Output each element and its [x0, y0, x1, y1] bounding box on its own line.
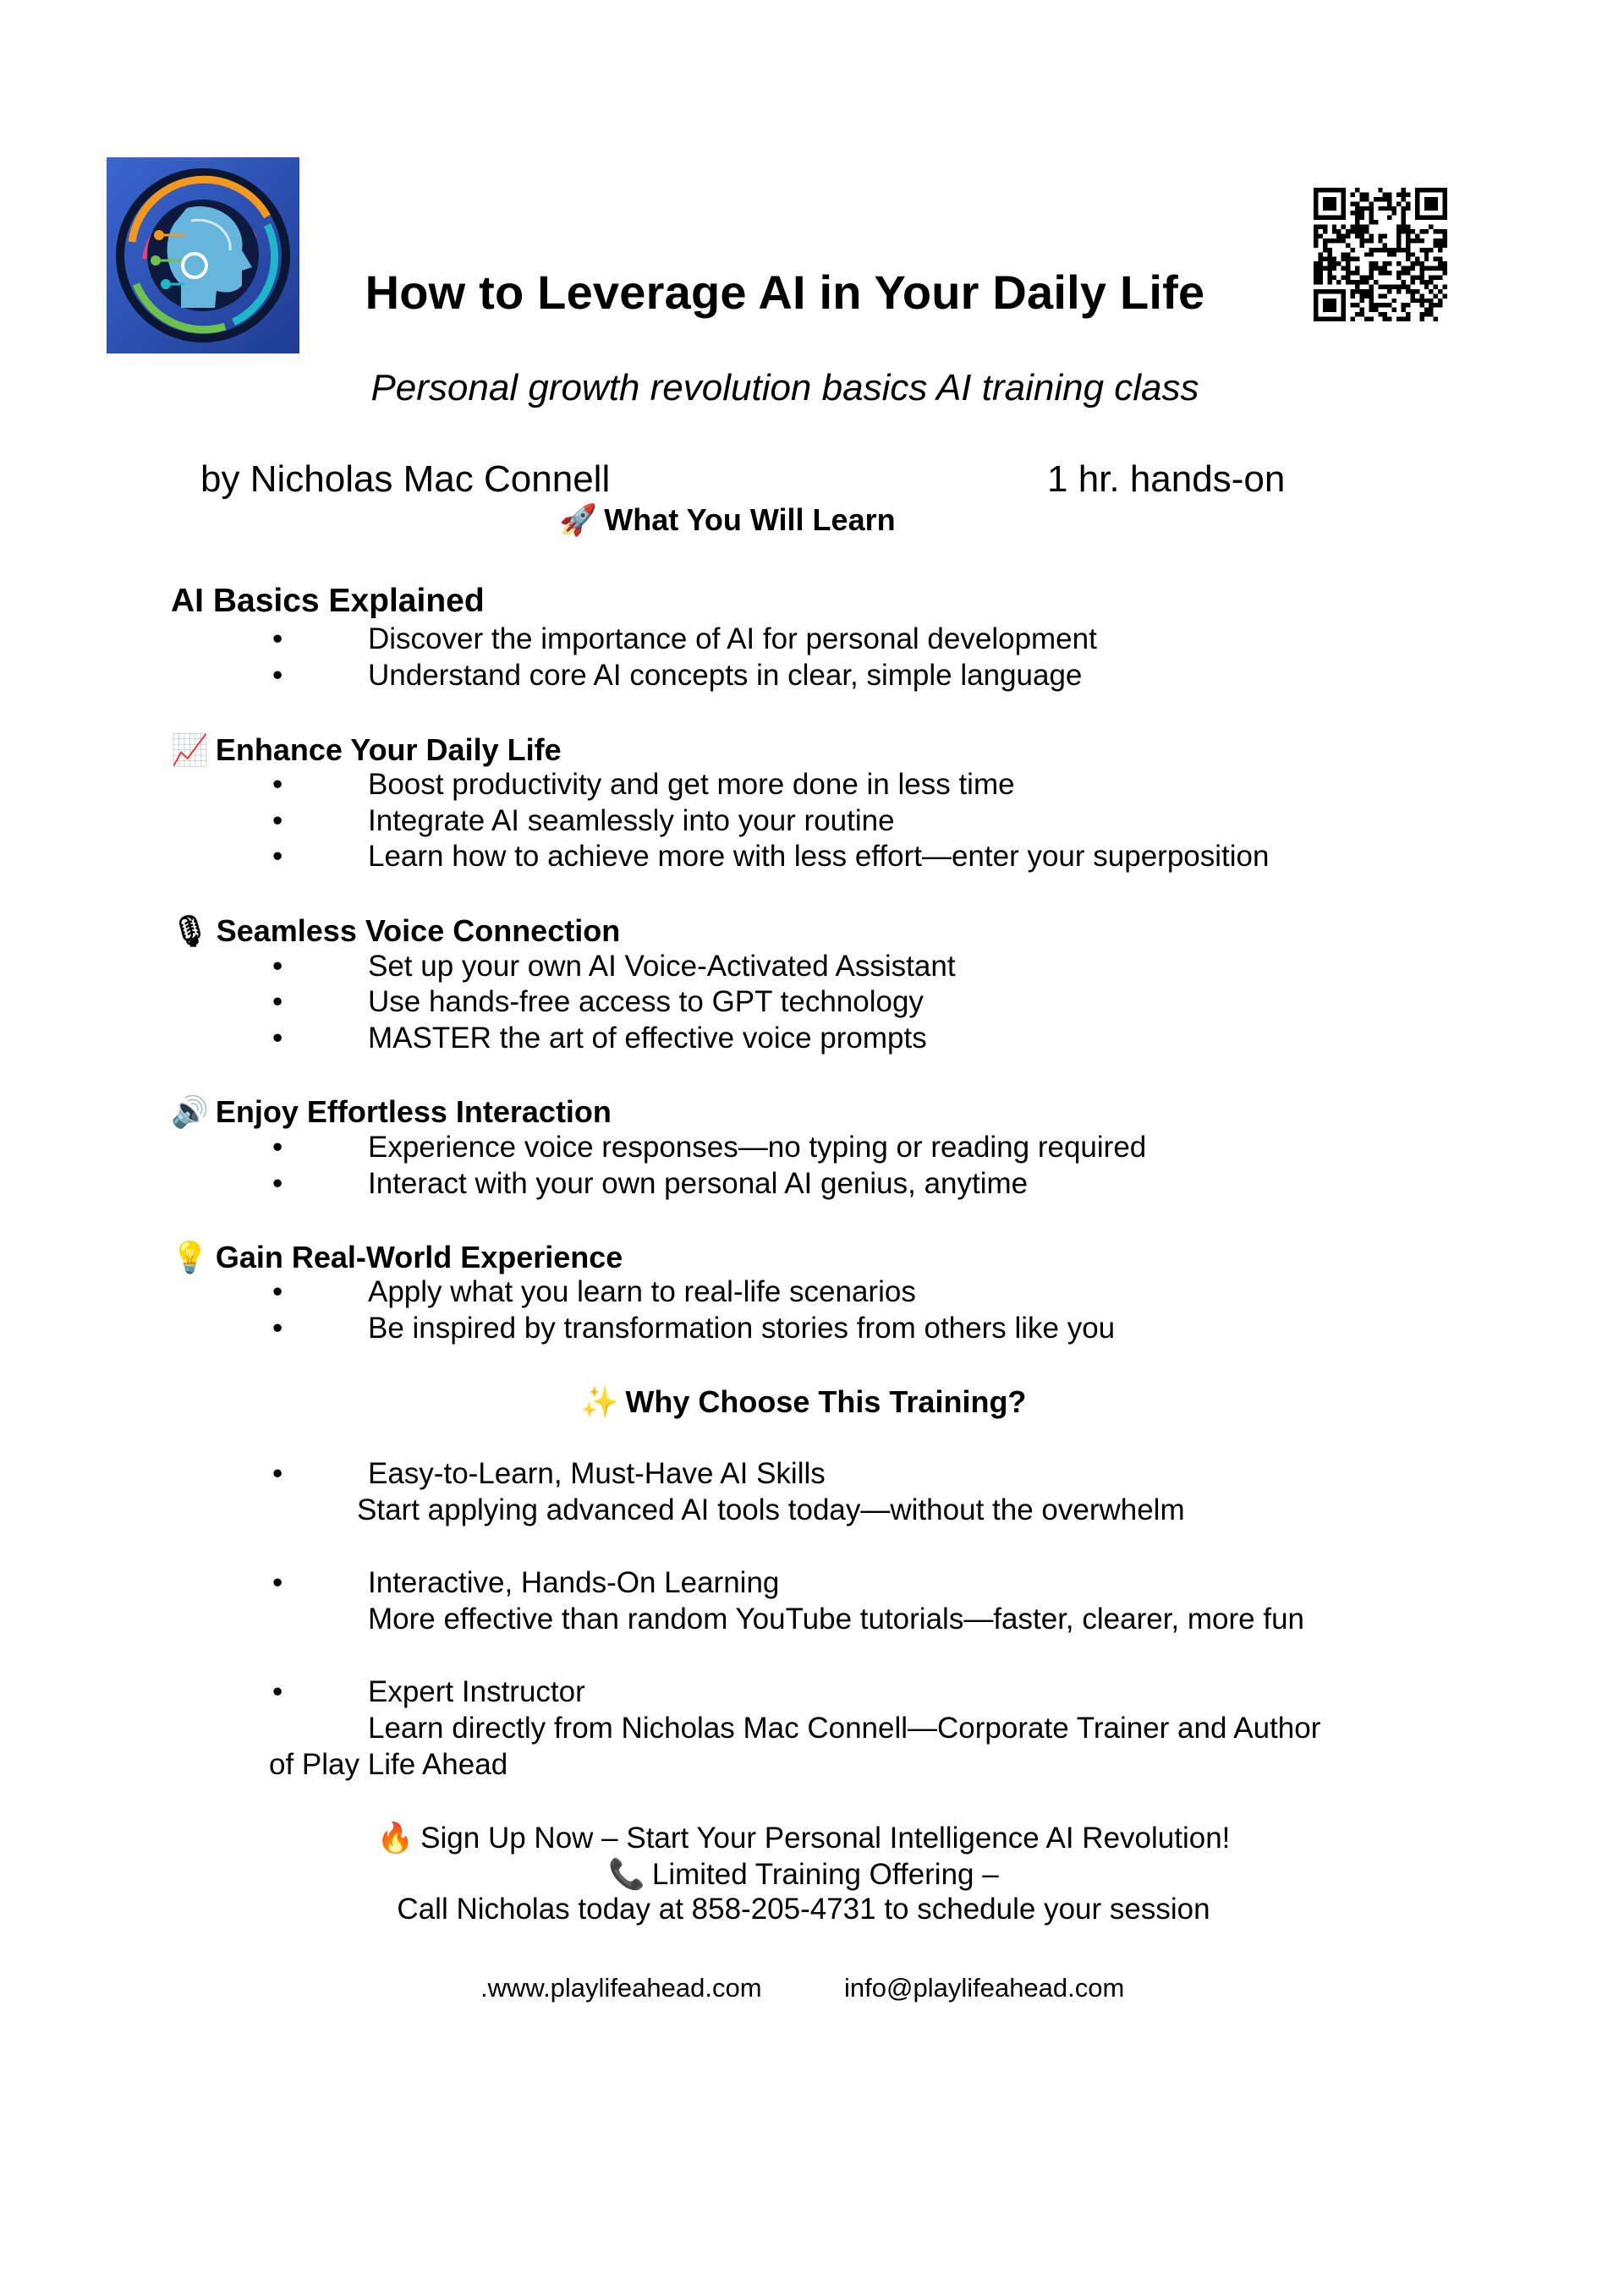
bullet: • [272, 985, 283, 1018]
list-item: Learn how to achieve more with less effort—enter your superposition [368, 840, 1270, 873]
bullet: • [272, 1566, 283, 1599]
why-item-desc: More effective than random YouTube tutorials—faster, clearer, more fun [368, 1603, 1304, 1636]
why-item-desc: Start applying advanced AI tools today—without the overwhelm [357, 1493, 1185, 1526]
chart-up-icon: 📈 [171, 732, 209, 767]
microphone-icon: 🎙 [171, 913, 210, 948]
bullet: • [272, 1275, 283, 1308]
bullet: • [272, 1457, 283, 1490]
bullet: • [272, 1131, 283, 1164]
cta-signup [0, 1821, 1616, 1855]
ai-head-circuit-logo-icon [107, 157, 299, 353]
list-item: MASTER the art of effective voice prompts [368, 1022, 927, 1055]
section-enhance-title [171, 732, 562, 768]
cta-call: Call Nicholas today at 858-205-4731 to schedule your session [397, 1893, 1210, 1926]
bullet: • [272, 950, 283, 983]
section-title-text: Seamless Voice Connection [216, 913, 621, 948]
list-item: Boost productivity and get more done in less time [368, 768, 1015, 801]
website-link[interactable]: .www.playlifeahead.com [480, 1973, 762, 2003]
bullet: • [272, 1312, 283, 1345]
section-experience-title [171, 1240, 623, 1275]
learn-heading-text: What You Will Learn [604, 502, 896, 537]
bullet: • [272, 1675, 283, 1708]
list-item: Set up your own AI Voice-Activated Assistant [368, 950, 956, 983]
why-heading-text: Why Choose This Training? [625, 1384, 1027, 1419]
section-title-text: Gain Real-World Experience [215, 1240, 623, 1274]
page-subtitle: Personal growth revolution basics AI training class [370, 367, 1199, 408]
why-item-desc: Learn directly from Nicholas Mac Connell—Corporate Trainer and Author [368, 1712, 1321, 1745]
section-voice-title [171, 913, 620, 949]
section-ai-basics-title: AI Basics Explained [171, 583, 485, 619]
list-item: Understand core AI concepts in clear, simple language [368, 659, 1083, 692]
bullet: • [272, 840, 283, 873]
cta-signup-text: Sign Up Now – Start Your Personal Intelligence AI Revolution! [420, 1822, 1231, 1855]
list-item: Interact with your own personal AI genius, anytime [368, 1167, 1029, 1200]
cta-limited-text: Limited Training Offering – [651, 1858, 999, 1891]
rocket-icon: 🚀 [559, 502, 598, 537]
phone-icon: 📞 [608, 1858, 645, 1891]
bullet: • [272, 1022, 283, 1055]
lightbulb-icon: 💡 [171, 1240, 209, 1274]
list-item: Integrate AI seamlessly into your routine [368, 804, 895, 837]
cta-limited [0, 1857, 1616, 1892]
page-title: How to Leverage AI in Your Daily Life [365, 266, 1205, 319]
list-item: Experience voice responses—no typing or reading required [368, 1131, 1147, 1164]
list-item: Be inspired by transformation stories from others like you [368, 1312, 1116, 1345]
list-item: Apply what you learn to real-life scenarios [368, 1275, 916, 1308]
why-item-title: Interactive, Hands-On Learning [368, 1566, 780, 1599]
bullet: • [272, 1167, 283, 1200]
bullet: • [272, 622, 283, 655]
bullet: • [272, 659, 283, 692]
bullet: • [272, 804, 283, 837]
class-duration: 1 hr. hands-on [1047, 458, 1286, 500]
author-name: by Nicholas Mac Connell [200, 458, 611, 500]
email-link[interactable]: info@playlifeahead.com [844, 1973, 1125, 2003]
why-heading [0, 1384, 1616, 1420]
bullet: • [272, 768, 283, 801]
why-item-title: Easy-to-Learn, Must-Have AI Skills [368, 1457, 826, 1490]
why-item-desc-cont: of Play Life Ahead [269, 1748, 508, 1781]
section-interaction-title [171, 1094, 612, 1130]
section-title-text: Enhance Your Daily Life [215, 732, 562, 767]
list-item: Use hands-free access to GPT technology [368, 985, 924, 1018]
list-item: Discover the importance of AI for personal development [368, 622, 1097, 655]
section-title-text: Enjoy Effortless Interaction [215, 1094, 612, 1129]
speaker-icon: 🔊 [171, 1094, 209, 1129]
learn-heading [0, 502, 1539, 538]
fire-icon: 🔥 [376, 1822, 414, 1855]
sparkles-icon: ✨ [580, 1384, 619, 1419]
why-item-title: Expert Instructor [368, 1675, 585, 1708]
